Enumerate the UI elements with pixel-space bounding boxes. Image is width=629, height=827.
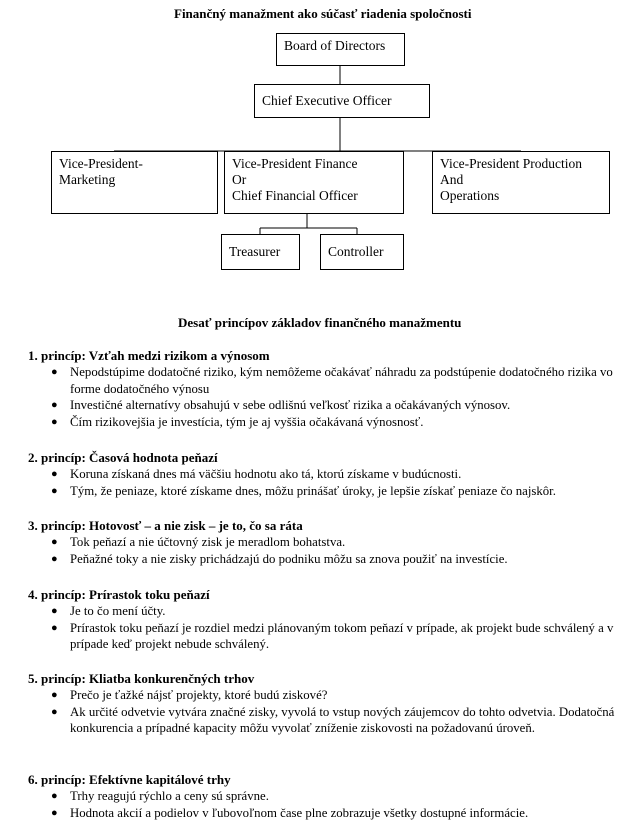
bullet-icon: ●: [51, 468, 58, 480]
principle-1-heading: 1. princíp: Vzťah medzi rizikom a výnosom: [28, 348, 270, 363]
bullet-icon: ●: [51, 790, 58, 802]
vp-finance-line-1: Vice-President Finance: [232, 156, 358, 171]
vp-production-line-3: Operations: [440, 188, 500, 203]
bullet-icon: ●: [51, 484, 58, 497]
list-item: ● Tým, že peniaze, ktoré získame dnes, môžu prinášať úroky, je lepšie získať peniaze čo najskôr.: [51, 483, 556, 498]
bullet-icon: ●: [51, 366, 58, 378]
principle-5-heading: 5. princíp: Kliatba konkurenčných trhov: [28, 671, 255, 686]
principle-3: [28, 517, 624, 567]
bullet-icon: ●: [51, 621, 58, 634]
list-item: ● Čím rizikovejšia je investícia, tým je aj vyššia očakávaná výnosnosť.: [51, 414, 424, 429]
treasurer-box: [221, 234, 300, 270]
vp-marketing-box: [51, 151, 218, 214]
list-item: ● Prírastok toku peňazí je rozdiel medzi plánovaným tokom peňazí v prípade, ak projekt bude schválený a v prípade keď projekt nebude schválený.: [51, 620, 614, 651]
bullet-icon: ●: [51, 415, 58, 428]
principles-title: Desať princípov základov finančného manažmentu: [178, 315, 462, 330]
principle-1: [28, 347, 624, 430]
bullet-icon: ●: [51, 806, 58, 819]
principle-2-heading: 2. princíp: Časová hodnota peňazí: [28, 450, 218, 465]
vp-marketing-line-2: Marketing: [59, 172, 116, 187]
ceo-label: Chief Executive Officer: [262, 93, 392, 108]
principle-6-heading: 6. princíp: Efektívne kapitálové trhy: [28, 772, 231, 787]
vp-marketing-line-1: Vice-President-: [59, 156, 143, 171]
bullet-icon: ●: [51, 705, 58, 718]
vp-finance-box: [224, 151, 404, 214]
board-label: Board of Directors: [284, 38, 386, 53]
list-item: ● Investičné alternatívy obsahujú v sebe odlišnú veľkosť rizika a očakávaných výnosov.: [51, 398, 511, 412]
vp-finance-line-3: Chief Financial Officer: [232, 188, 358, 203]
controller-label: Controller: [328, 244, 384, 259]
list-item: ● Tok peňazí a nie účtovný zisk je meradlom bohatstva.: [51, 535, 346, 549]
principle-4: [28, 586, 624, 653]
list-item: ● Prečo je ťažké nájsť projekty, ktoré budú ziskové?: [51, 688, 328, 702]
bullet-icon: ●: [51, 605, 58, 617]
vp-finance-line-2: Or: [232, 172, 247, 187]
principle-3-heading: 3. princíp: Hotovosť – a nie zisk – je to, čo sa ráta: [28, 518, 303, 533]
bullet-icon: ●: [51, 689, 58, 701]
list-item: ● Nepodstúpime dodatočné riziko, kým nemôžeme očakávať náhradu za podstúpenie dodatočného rizika vo forme dodatočného výnosu: [51, 365, 613, 396]
principle-6: [28, 771, 624, 821]
bullet-icon: ●: [51, 552, 58, 565]
bullet-icon: ●: [51, 399, 58, 411]
principle-5: [28, 670, 624, 737]
list-item: ● Koruna získaná dnes má väčšiu hodnotu ako tá, ktorú získame v budúcnosti.: [51, 467, 462, 481]
vp-production-box: [432, 151, 610, 214]
list-item: ● Trhy reagujú rýchlo a ceny sú správne.: [51, 789, 269, 803]
vp-production-line-2: And: [440, 172, 464, 187]
controller-box: [320, 234, 404, 270]
treasurer-label: Treasurer: [229, 244, 281, 259]
org-chart-title: Finančný manažment ako súčasť riadenia spoločnosti: [174, 6, 472, 21]
list-item: ● Peňažné toky a nie zisky prichádzajú do podniku môžu sa znova použiť na investície.: [51, 551, 508, 566]
list-item: ● Hodnota akcií a podielov v ľubovoľnom čase plne zobrazuje všetky dostupné informácie.: [51, 805, 529, 820]
vp-production-line-1: Vice-President Production: [440, 156, 583, 171]
principle-4-heading: 4. princíp: Prírastok toku peňazí: [28, 587, 210, 602]
list-item: ● Je to čo mení účty.: [51, 604, 166, 618]
ceo-box: [254, 84, 430, 118]
bullet-icon: ●: [51, 536, 58, 548]
list-item: ● Ak určité odvetvie vytvára značné zisky, vyvolá to vstup nových záujemcov do tohto odvetvia. Dodatočná konkurencia a prípadné kapacity môžu vyvolať zníženie ziskovosti na požadovanú úroveň.: [51, 704, 615, 735]
principle-2: [28, 449, 624, 499]
board-of-directors-box: [276, 33, 405, 66]
